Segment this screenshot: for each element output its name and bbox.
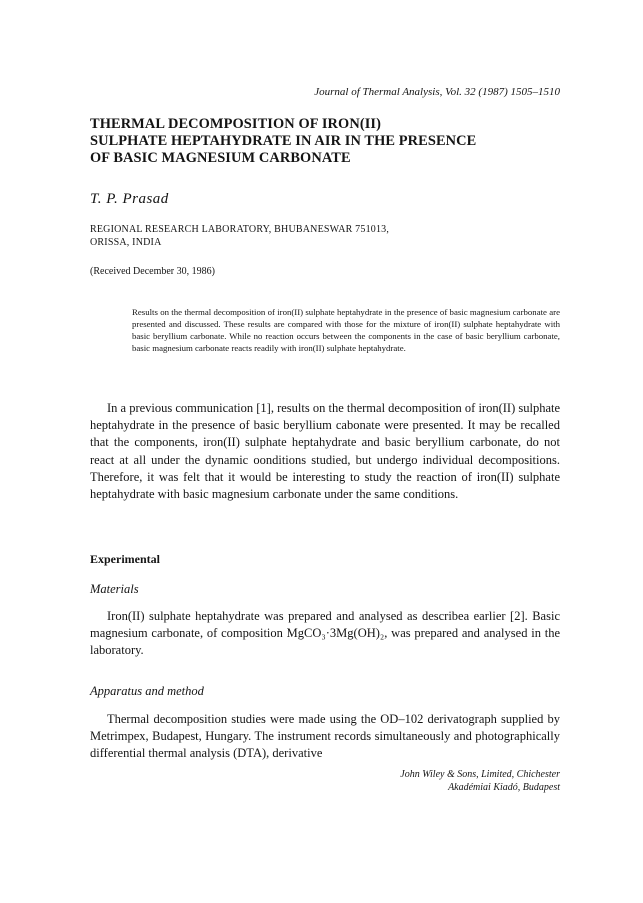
intro-paragraph: In a previous communication [1], results on the thermal decomposition of iron(II) sulphate heptahydrate in the presence of basic beryllium cabonate were presented. It may be recalled that the components, iron(II) sulphate heptahydrate and basic beryllium carbonate, do not react at all under the dynamic oonditions studied, but undergo individual decompositions. Therefore, it was felt that it would be interesting to study the reaction of iron(II) sulphate heptahydrate with basic magnesium carbonate under the same conditions. bbox=[90, 401, 561, 502]
subsection-heading-apparatus: Apparatus and method bbox=[90, 684, 204, 698]
materials-paragraph: Iron(II) sulphate heptahydrate was prepared and analysed as describea earlier [2]. Basic magnesium carbonate, of composition MgCO₃·3Mg(OH)₂, was prepared and analysed in the laboratory. bbox=[90, 609, 560, 658]
title-line-2: SULPHATE HEPTAHYDRATE IN AIR IN THE PRESENCE bbox=[90, 133, 477, 149]
subsection-heading-materials: Materials bbox=[90, 582, 139, 596]
abstract-text: Results on the thermal decomposition of iron(II) sulphate heptahydrate in the presence of basic magnesium carbonate are presented and discussed. These results are compared with those for the mixture of iron(II) sulphate heptahydrate with basic beryllium carbonate. While no reaction occurs between the components in the case of basic beryllium carbonate, basic magnesium carbonate reacts readily with iron(II) sulphate heptahydrate. bbox=[132, 307, 560, 353]
affiliation-line-1: REGIONAL RESEARCH LABORATORY, BHUBANESWAR 751013, bbox=[90, 224, 390, 235]
publisher-line-1: John Wiley & Sons, Limited, Chichester bbox=[400, 769, 560, 780]
received-date: (Received December 30, 1986) bbox=[90, 266, 215, 277]
title-line-1: THERMAL DECOMPOSITION OF IRON(II) bbox=[90, 116, 381, 132]
author-affiliation bbox=[90, 224, 389, 249]
section-heading-experimental: Experimental bbox=[90, 552, 160, 566]
apparatus-paragraph: Thermal decomposition studies were made using the OD–102 derivatograph supplied by Metrimpex, Budapest, Hungary. The instrument records simultaneously and photographically differential thermal analysis (DTA), derivative bbox=[90, 712, 560, 761]
materials-section bbox=[90, 608, 560, 660]
publisher-footer bbox=[330, 768, 560, 794]
introduction bbox=[90, 400, 560, 503]
journal-header: Journal of Thermal Analysis, Vol. 32 (1987) 1505–1510 bbox=[314, 86, 560, 98]
apparatus-section bbox=[90, 711, 560, 763]
publisher-line-2: Akadémiai Kiadó, Budapest bbox=[448, 782, 560, 793]
title-line-3: OF BASIC MAGNESIUM CARBONATE bbox=[90, 150, 351, 166]
affiliation-line-2: ORISSA, INDIA bbox=[90, 236, 162, 248]
abstract bbox=[132, 306, 560, 354]
article-title bbox=[90, 116, 560, 167]
author-name: T. P. Prasad bbox=[90, 191, 169, 207]
